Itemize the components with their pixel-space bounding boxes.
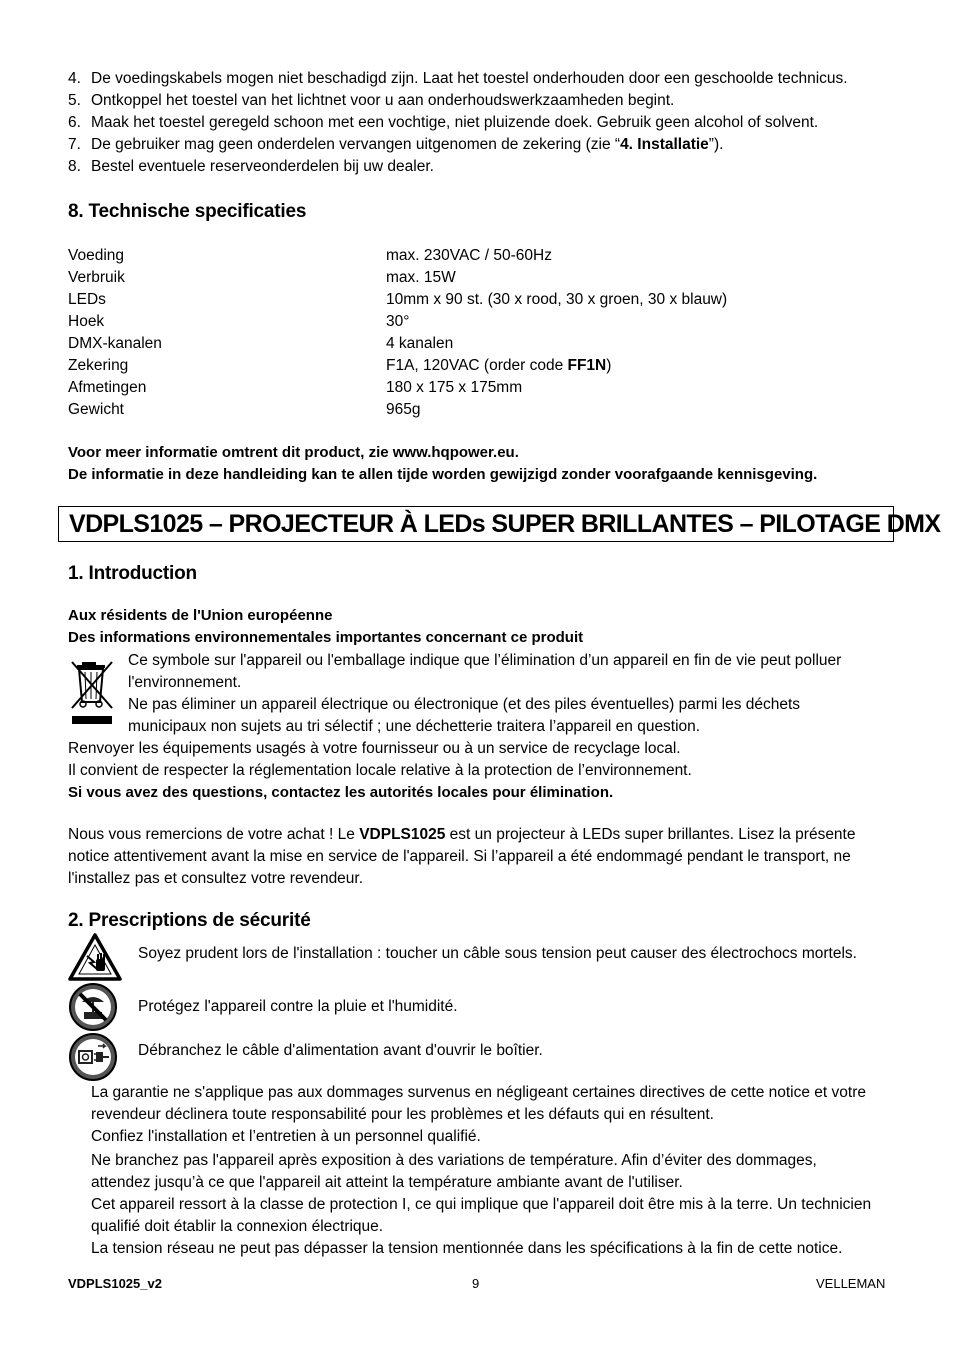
disclaimer-line: De informatie in deze handleiding kan te allen tijde worden gewijzigd zonder voorafgaande kennisgeving.: [68, 466, 818, 483]
spec-row: Verbruik max. 15W: [68, 269, 456, 286]
intro-heading: 1. Introduction: [68, 563, 197, 584]
spec-row: LEDs 10mm x 90 st. (30 x rood, 30 x groen, 30 x blauw): [68, 291, 728, 308]
spec-row: Voeding max. 230VAC / 50-60Hz: [68, 247, 552, 264]
product-code: VDPLS1025: [359, 826, 446, 843]
list-item: 5. Ontkoppel het toestel van het lichtnet voor u aan onderhoudswerkzaamheden begint.: [68, 92, 675, 109]
footer-brand: VELLEMAN: [816, 1276, 886, 1291]
electric-shock-warning-icon: [67, 932, 123, 982]
spec-table: [68, 245, 908, 421]
maintenance-list: [68, 68, 898, 178]
thanks-paragraph: Nous vous remercions de votre achat ! Le VDPLS1025 est un projecteur à LEDs super brillantes. Lisez la présente notice attentivement avant la mise en service de l'appareil. Si l’appareil a été endommagé pendant le transport, ne l'installez pas et consultez votre revendeur.: [68, 826, 856, 887]
footer-page-number: 9: [472, 1276, 480, 1291]
warning-rain-text: Protégez l'appareil contre la pluie et l'humidité.: [138, 998, 458, 1015]
unplug-power-icon: [68, 1032, 118, 1082]
list-item: 7. De gebruiker mag geen onderdelen vervangen uitgenomen de zekering (zie “4. Installatie”).: [68, 136, 724, 153]
spec-row: DMX-kanalen 4 kanalen: [68, 335, 454, 352]
regulation-line: Il convient de respecter la réglementation locale relative à la protection de l’environnement.: [68, 762, 692, 779]
list-item: 4. De voedingskabels mogen niet beschadigd zijn. Laat het toestel onderhouden door een geschoolde technicus.: [68, 70, 848, 87]
warning-unplug-text: Débranchez le câble d'alimentation avant d'ouvrir le boîtier.: [138, 1042, 543, 1059]
footer-document-code: VDPLS1025_v2: [68, 1276, 162, 1291]
spec-heading: 8. Technische specificaties: [68, 201, 307, 222]
info-line: Voor meer informatie omtrent dit product, zie www.hqpower.eu.: [68, 444, 519, 461]
weee-text-1: Ce symbole sur l'appareil ou l'emballage indique que l’élimination d’un appareil en fin de vie peut polluer l'environnement. Ne pas éliminer un appareil électrique ou électronique (et des piles éventuelles) parmi les déchets municipaux non sujets au tri sélectif ; une déchetterie traitera l’appareil en question.: [128, 652, 842, 735]
safety-heading: 2. Prescriptions de sécurité: [68, 910, 311, 931]
spec-row: Afmetingen 180 x 175 x 175mm: [68, 379, 523, 396]
safety-paragraphs: La garantie ne s'applique pas aux dommages survenus en négligeant certaines directives de cette notice et votre revendeur déclinera toute responsabilité pour les problèmes et les défauts qui en résultent. Confiez l'installation et l’entretien à un personnel qualifié. Ne branchez pas l'appareil après exposition à des variations de température. Afin d’éviter des dommages, attendez jusqu’à ce que l'appareil ait atteint la température ambiante avant de l'utiliser. Cet appareil ressort à la classe de protection I, ce qui implique que l'appareil doit être mis à la terre. Un technicien qualifié doit établir la connexion électrique. La tension réseau ne peut pas dépasser la tension mentionnée dans les spécifications à la fin de cette notice.: [91, 1084, 872, 1257]
eu-residents-line: Aux résidents de l'Union européenne: [68, 607, 333, 624]
weee-bin-icon: [68, 656, 116, 728]
contact-line: Si vous avez des questions, contactez les autorités locales pour élimination.: [68, 784, 614, 801]
warning-shock-text: Soyez prudent lors de l'installation : toucher un câble sous tension peut causer des électrochocs mortels.: [138, 945, 857, 962]
environment-info-line: Des informations environnementales importantes concernant ce produit: [68, 629, 584, 646]
section-banner-title: VDPLS1025 – PROJECTEUR À LEDs SUPER BRILLANTES – PILOTAGE DMX: [58, 506, 894, 542]
section-reference: 4. Installatie: [620, 136, 709, 153]
spec-row: Zekering F1A, 120VAC (order code FF1N): [68, 357, 612, 374]
rain-protection-icon: [68, 982, 118, 1032]
list-item: 6. Maak het toestel geregeld schoon met een vochtige, niet pluizende doek. Gebruik geen alcohol of solvent.: [68, 114, 819, 131]
list-item: 8. Bestel eventuele reserveonderdelen bij uw dealer.: [68, 158, 434, 175]
spec-row: Hoek 30°: [68, 313, 410, 330]
spec-row: Gewicht 965g: [68, 401, 421, 418]
return-line: Renvoyer les équipements usagés à votre fournisseur ou à un service de recyclage local.: [68, 740, 681, 757]
